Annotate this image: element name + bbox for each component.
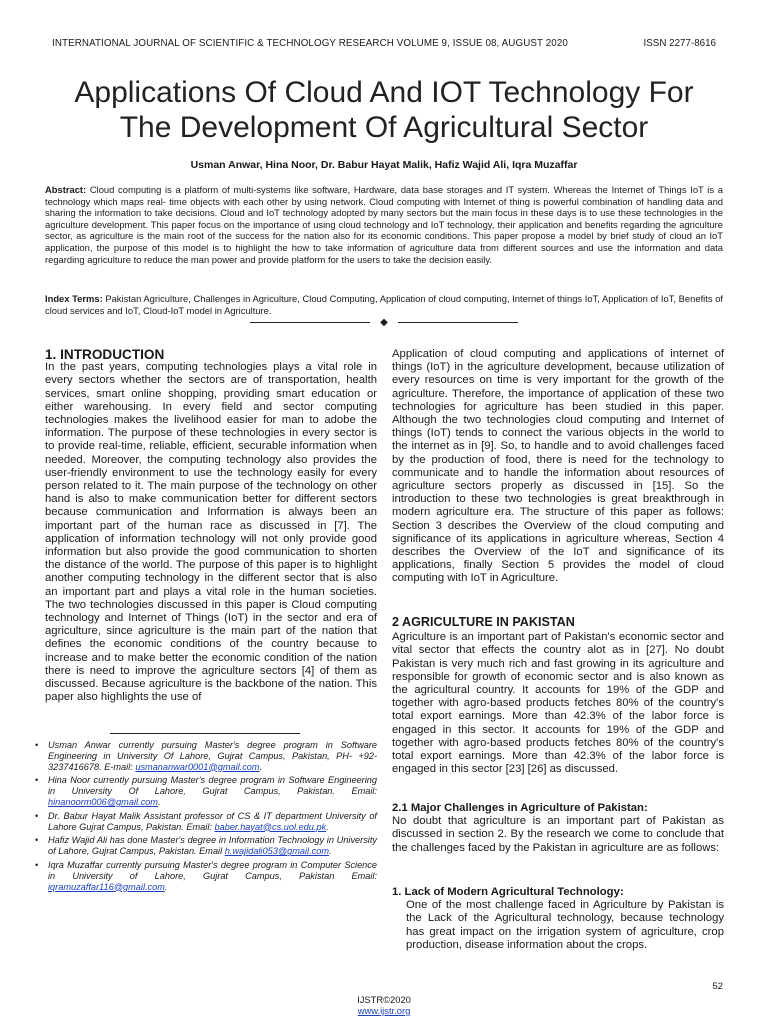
- abstract-text: Cloud computing is a platform of multi-systems like software, Hardware, data base storages and IT system. Whereas the Internet of Things IoT is a technology which maps real- time objects with each other by using network. Cloud computing with Internet of thing is powerful combination of handling data and sharing the information to take decisions. Cloud and IoT technology adopted by many sectors but the main focus in these days is to use these technologies in the agriculture development. This paper focus on the importance of using cloud technology and IoT technology, their application and benefits regarding the agriculture sector, as agriculture is the main root of the success for the nation also for its economic conditions. This paper propose a model by brief study of cloud an IoT application, the purpose of this model is to highlight the how to take information of agriculture data from different sources and use the information and data regarding agriculture to reduce the man power and provide platform for the users to take the decision easily.: [45, 184, 723, 265]
- index-terms: [45, 293, 723, 316]
- index-terms-label: Index Terms:: [45, 293, 103, 304]
- email-link[interactable]: usmananwar0001@gmail.com: [135, 761, 260, 772]
- title-line-1: Applications Of Cloud And IOT Technology For: [74, 76, 694, 109]
- bullet: •: [35, 740, 39, 750]
- title-line-2: The Development Of Agricultural Sector: [119, 111, 649, 144]
- challenge-list-item: [392, 886, 724, 952]
- section-2-heading: 2 AGRICULTURE IN PAKISTAN: [392, 615, 575, 629]
- section-2-text: Agriculture is an important part of Pakistan's economic sector and vital sector that effects the country alot as in [27]. No doubt Pakistan is very much rich and fast growing in its agriculture and responsible for growth of economic sector and is also known as the agricultural country. It accounts for 19% of the GDP and together with agro-based products fetches 80% of the country's total export earnings. More than 42.3% of the labor force is engaged in this sector. It accounts for 19% of the GDP and together with agro-based products fetches 80% of the country's total export earnings. More than 42.3% of the labor force is engaged in this sector [23] [26] as discussed.: [392, 631, 724, 776]
- abstract-label: Abstract:: [45, 184, 87, 195]
- footnote-text: Hina Noor currently pursuing Master's degree program in Software Engineering in University Of Lahore, Gujrat Campus, Pakistan. Email:: [48, 775, 377, 797]
- bullet: •: [35, 835, 39, 846]
- separator-line-left: [250, 322, 370, 323]
- footnote-tail: .: [329, 846, 332, 857]
- footnote-item: [35, 860, 377, 892]
- footnote-item: [35, 811, 377, 833]
- footnote-tail: .: [326, 821, 329, 832]
- footnote-text: Dr. Babur Hayat Malik Assistant professor of CS & IT department University of Lahore Gujrat Campus, Pakistan. Email:: [48, 810, 377, 832]
- challenge-1-text: One of the most challenge faced in Agriculture by Pakistan is the Lack of the Agricultural technology, because technology has great impact on the irrigation system of agriculture, crop production, disease information about the crops.: [406, 899, 724, 951]
- issn-label: ISSN 2277-8616: [643, 38, 716, 49]
- separator-line-right: [398, 322, 518, 323]
- challenge-1-heading: 1. Lack of Modern Agricultural Technology:: [392, 886, 624, 898]
- journal-header: INTERNATIONAL JOURNAL OF SCIENTIFIC & TECHNOLOGY RESEARCH VOLUME 9, ISSUE 08, AUGUST 2020: [52, 38, 568, 49]
- footnote-item: [35, 775, 377, 807]
- email-link[interactable]: h.wajidali053@gmail.com: [224, 846, 329, 857]
- footnote-tail: .: [164, 881, 168, 892]
- section-separator: [0, 317, 768, 328]
- section-major-challenges: [392, 802, 724, 855]
- email-link[interactable]: baber.hayat@cs.uol.edu.pk: [214, 821, 327, 832]
- section-2-1-text: No doubt that agriculture is an important part of Pakistan as discussed in section 2. By the research we come to conclude that the challenges faced by the Pakistan in agriculture are as follows:: [392, 815, 724, 854]
- author-footnotes: [35, 740, 377, 895]
- footnote-item: [35, 740, 377, 772]
- diamond-icon: ◆: [380, 317, 388, 328]
- footnote-tail: .: [259, 761, 263, 772]
- bullet: •: [35, 775, 39, 786]
- footnote-item: [35, 835, 377, 857]
- footer-url-link[interactable]: www.ijstr.org: [357, 1005, 411, 1016]
- footnote-tail: .: [157, 796, 161, 807]
- email-link[interactable]: iqramuzaffar116@gmail.com: [48, 881, 165, 892]
- introduction-section: [45, 348, 377, 704]
- introduction-heading: 1. INTRODUCTION: [45, 347, 165, 362]
- section-agriculture-pakistan: [392, 616, 724, 776]
- page-number: 52: [712, 981, 723, 992]
- page-footer: [0, 994, 768, 1016]
- abstract: [45, 184, 723, 265]
- bullet: •: [35, 810, 39, 821]
- footnote-text: Iqra Muzaffar currently pursuing Master's degree program in Computer Science in University of Lahore, Gujrat Campus, Pakistan Email:: [48, 859, 377, 881]
- paper-title: [40, 75, 728, 145]
- introduction-text: In the past years, computing technologies plays a vital role in every sectors whether the sectors are of transportation, health services, smart online shopping, providing smart education or either warehousing. In every field and sector computing technologies makes the livelihood easier for man to adobe the information. The purpose of these technologies in every sector is to provide real-time, reliable, efficient, securable information when needed. Moreover, the computing technology also provides the user-friendly environment to use the technology easily for every person related to it. The main purpose of the technology on other hand is also to make communication better for different sectors because communication and Information is always been an important part of the human race as discussed in [7]. The application of information technology will not only provide good information but also provide the good communication to shorten the distance of the world. The purpose of this paper is to highlight another computing technology in the different sector that is also an important part and plays a vital role in the human societies. The two technologies discussed in this paper is Cloud computing technology and Internet of Things (IoT) in the sector and era of agriculture, since agriculture is the main part of the nation that defines the economic conditions of the country because to increase and to make better the economic condition of the nation there is need to improve the agriculture sectors [4] of them as discussed. Because agriculture is the backbone of the nation. This paper also highlights the use of: [45, 361, 377, 704]
- index-terms-text: Pakistan Agriculture, Challenges in Agriculture, Cloud Computing, Application of cloud computing, Internet of things IoT, Application of IoT, Benefits of cloud services and IoT, Cloud-IoT model in Agriculture.: [45, 293, 724, 316]
- section-2-1-heading: 2.1 Major Challenges in Agriculture of Pakistan:: [392, 802, 648, 814]
- bullet: •: [35, 859, 39, 870]
- introduction-continued: Application of cloud computing and applications of internet of things (IoT) in the agriculture development, because utilization of every resources on time is very important for the growth of the agriculture. Therefore, the importance of application of these two technologies for agriculture has been studied in this paper. Although the two technologies cloud computing and Internet of things (IoT) tends to connect the various objects in the world to the internet as in [9]. So, to handle and to avoid challenges faced by the production of food, there is need for the technology to communicate and to handle the information about resources of agriculture sectors properly as discussed in [15]. So the introduction to these two technologies is great breakthrough in modern agriculture era. The structure of this paper as follows: Section 3 describes the Overview of the cloud computing and significance of its applications in agriculture whereas, Section 4 describes the Overview of the IoT and significance of its applications, finally Section 5 provides the model of cloud computing with IoT in Agriculture.: [392, 348, 724, 585]
- footnote-text: Usman Anwar currently pursuing Master's degree program in Software Engineering in University Of Lahore, Gujrat Campus, Pakistan, PH- +92-3237416678. E-mail:: [48, 740, 377, 772]
- footnote-text: Hafiz Wajid Ali has done Master's degree in Information Technology in University of Lahore, Gujrat Campus, Pakistan. Email: [48, 835, 377, 857]
- footer-copyright: IJSTR©2020: [357, 994, 411, 1005]
- footnote-rule: [110, 733, 300, 734]
- author-list: Usman Anwar, Hina Noor, Dr. Babur Hayat Malik, Hafiz Wajid Ali, Iqra Muzaffar: [190, 159, 578, 171]
- email-link[interactable]: hinanoorm006@gmail.com: [48, 796, 158, 807]
